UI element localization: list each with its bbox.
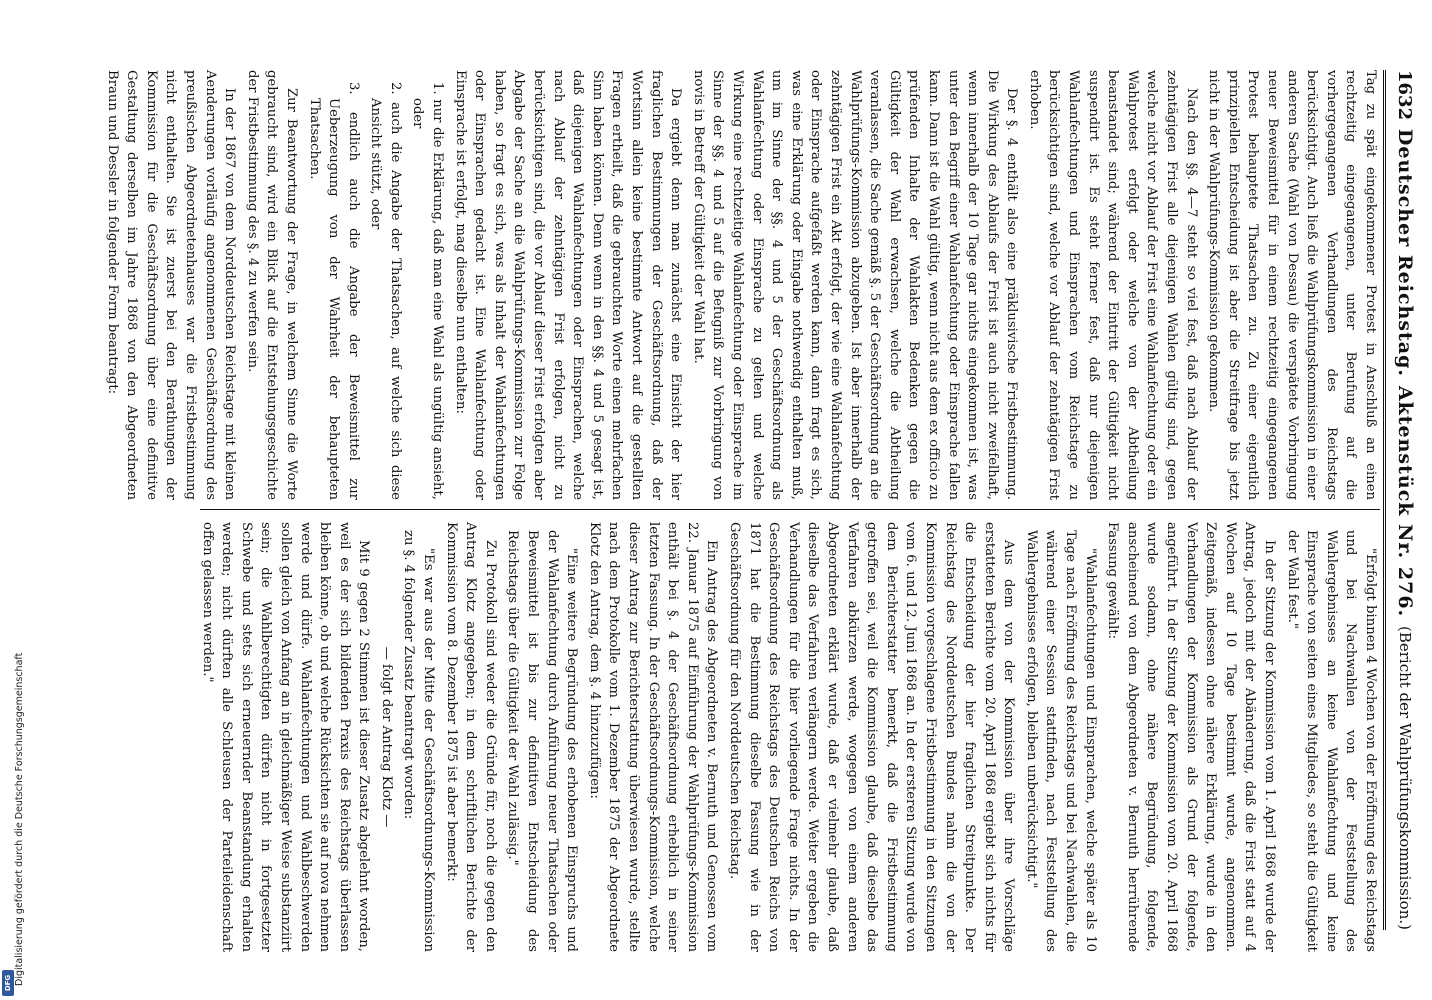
section-title: (Bericht der Wahlprüfungskommission.)	[1396, 625, 1414, 930]
dfg-logo-icon	[2, 970, 14, 996]
paragraph: Zu Protokoll sind weder die Gründe für, noch die gegen den Antrag Klotz angegeben; in dem schriftlichen Berichte der Kommission vom 8. Dezember 1875 ist aber bemerkt:	[443, 522, 498, 952]
column-divider	[200, 509, 1380, 510]
paragraph: Aus dem von der Kommission über ihre Vorschläge erstatteten Berichte vom 20. April 1868 ergiebt sich nichts für die Entscheidung der hier fraglichen Streitpunkte. Der Reichstag des Norddeutschen Bundes nahm die von der Kommission vorgeschlagene Fristbestimmung in den Sitzungen vom 6. und 12. Juni 1868 an. In der ersteren Sitzung wurde von dem Berichterstatter bemerkt, daß die Fristbestimmung getroffen sei, weil die Kommission glaube, daß dieselbe das Verfahren abkürzen werde, wogegen von einem anderen Abgeordneten erklärt wurde, daß er vielmehr glaube, daß dieselbe das Verfahren verlängern werde. Weiter ergeben die Verhandlungen für die hier vorliegende Frage nichts. In der Geschäftsordnung des Reichstags des Deutschen Reichs von 1871 hat die Bestimmung dieselbe Fassung wie in der Geschäftsordnung für den Norddeutschen Reichstag.	[727, 522, 1017, 952]
list-item: 3. endlich auch die Angabe der Beweismittel zur Ueberzeugung von der Wahrheit der behaupteten Thatsachen.	[306, 82, 361, 500]
paragraph: Der §. 4 enthält also eine präklusivische Fristbestimmung. Die Wirkung des Ablaufs der Frist ist auch nicht zweifelhaft, wenn innerhalb der 10 Tage gar nichts eingekommen ist, was unter den Begriff einer Wahlanfechtung oder Einsprache fallen kann. Dann ist die Wahl gültig, wenn nicht aus dem ex officio zu prüfenden Inhalte der Wahlakten Bedenken gegen die Gültigkeit der Wahl erwachsen, welche die Abtheilung veranlassen, die Sache gemäß §. 5 der Geschäftsordnung an die Wahlprüfungs-Kommission abzugeben. Ist aber innerhalb der zehntägigen Frist ein Akt erfolgt, der wie eine Wahlanfechtung oder Einsprache aufgefaßt werden kann, dann fragt es sich, was eine Erklärung oder Eingabe nothwendig enthalten muß, um im Sinne der §§. 4 und 5 der Geschäftsordnung als Wahlanfechtung oder Einsprache zu gelten und welche Wirkung eine rechtzeitige Wahlanfechtung oder Einsprache im Sinne der §§. 4 und 5 auf die Befugniß zur Vorbringung von novis in Betreff der Gültigkeit der Wahl hat.	[690, 70, 1020, 500]
publication-title: Deutscher Reichstag.	[1394, 128, 1416, 378]
paragraph: Tag zu spät eingekommener Protest in Anschluß an einen rechtzeitig eingegangenen, unter Berufung auf die vorhergegangenen Verhandlungen des Reichstags berücksichtigt. Auch ließ die Wahlprüfungskommission in einer anderen Sache (Wahl von Dessau) die verspätete Vorbringung neuer Beweismittel für in einem rechtzeitig eingegangenen Protest behauptete Thatsachen zu. Zu einer eigentlich prinzipiellen Entscheidung ist aber die Streitfrage bis jetzt nicht in der Wahlprüfungs-Kommission gekommen.	[1206, 70, 1378, 500]
dfg-logo-text: DFG	[4, 974, 12, 992]
text-columns	[104, 70, 1380, 952]
paragraph: Ein Antrag des Abgeordneten v. Bernuth und Genossen vom 22. Januar 1875 auf Einführung der Wahlprüfungs-Kommission enthält bei §. 4 der Geschäftsordnung erheblich in seiner letzten Fassung. In der Geschäftsordnungs-Kommission, welche dieser Antrag zur Berichterstattung überwiesen wurde, stellte nach dem Protokolle vom 1. Dezember 1875 der Abgeordnete Klotz den Antrag, dem §. 4 hinzuzufügen:	[586, 522, 720, 952]
quotation: "Wahlanfechtungen und Einsprachen, welche später als 10 Tage nach Eröffnung des Reichstags und bei Nachwahlen, die während einer Session stattfinden, nach Feststellung des Wahlergebnisses erfolgen, bleiben unberücksichtigt."	[1023, 530, 1098, 952]
quotation: "Erfolgt binnen 4 Wochen von der Eröffnung des Reichstags und bei Nachwahlen von der Feststellung des Wahlergebnisses an keine Wahlanfechtung und keine Einsprache von seiten eines Mitgliedes, so steht die Gültigkeit der Wahl fest."	[1284, 530, 1378, 952]
paragraph: Mit 9 gegen 2 Stimmen ist dieser Zusatz abgelehnt worden, weil es der sich bildenden Praxis des Reichstags überlassen bleiben könne, ob und welche Rücksichten sie auf nova nehmen werde und dürfe. Wahlanfechtungen und Wahlbeschwerden sollen gleich von Anfang an in gleichmäßiger Weise substanziirt sein; die Wahlberechtigten dürfen nicht in fortgesetzter Schwebe und stets sich erneuernder Beanstandung erhalten werden; nicht dürften alle Schleusen der Parteileidenschaft offen gelassen werden."	[199, 522, 372, 952]
numbered-list	[304, 70, 447, 500]
rotated-page-content	[102, 0, 1432, 1000]
document-number: Aktenstück Nr. 276.	[1394, 385, 1416, 618]
paragraph: Nach den §§. 4—7 steht so viel fest, daß nach Ablauf der zehntägigen Frist alle diejenigen Wahlen gültig sind, gegen welche nicht vor Ablauf der Frist eine Wahlanfechtung oder ein Wahlprotest erfolgt oder welche von der Abtheilung beanstandet sind; während der Eintritt der Gültigkeit nicht suspendirt ist. Es steht ferner fest, daß nur diejenigen Wahlanfechtungen und Einsprachen vom Reichstage zu berücksichtigen sind, welche vor Ablauf der zehntägigen Frist erhoben.	[1026, 70, 1199, 500]
digitization-credit	[0, 606, 25, 1000]
quotation: "Eine weitere Begründung des erhobenen Einspruchs und der Wahlanfechtung durch Anführung neuer Thatsachen oder Beweismittel ist bis zur definitiven Entscheidung des Reichstags über die Gültigkeit der Wahl zulässig."	[505, 530, 580, 952]
paragraph: Zur Beantwortung der Frage, in welchem Sinne die Worte gebraucht sind, wird ein Blick auf die Entstehungsgeschichte der Fristbestimmung des §. 4 zu werfen sein.	[244, 70, 299, 500]
paragraph: In der 1867 von dem Norddeutschen Reichstage mit kleinen Aenderungen vorläufig angenommenen Geschäftsordnung des preußischen Abgeordnetenhauses war die Fristbestimmung nicht enthalten. Sie ist zuerst bei den Berathungen der Kommission für die Geschäftsordnung über eine definitive Gestaltung derselben im Jahre 1868 von den Abgeordneten Braun und Dessler in folgender Form beantragt:	[104, 70, 238, 500]
right-column	[199, 522, 1380, 952]
page-number: 1632	[1394, 70, 1416, 121]
credit-text: Digitalisierung gefördert durch die Deutsche Forschungsgemeinschaft	[14, 652, 25, 986]
paragraph: Da ergiebt denn man zunächst eine Einsicht der hier fraglichen Bestimmungen der Geschäftsordnung, daß der Wortsinn allein keine bestimmte Antwort auf die gestellten Fragen ertheilt, daß die gebrauchten Worte einen mehrfachen Sinn haben können. Denn wenn in den §§. 4 und 5 gesagt ist, daß diejenigen Wahlanfechtungen oder Einsprachen, welche nach Ablauf der zehntägigen Frist erfolgen, nicht zu berücksichtigen sind, die vor Ablauf dieser Frist erfolgten aber Abgabe der Sache an die Wahlprüfungs-Kommission zur Folge haben, so fragt es sich, was als Inhalt der Wahlanfechtungen oder Einsprachen gedacht ist. Eine Wahlanfechtung oder Einsprache ist erfolgt, mag dieselbe nun enthalten:	[452, 70, 684, 500]
list-item: 2. auch die Angabe der Thatsachen, auf welche sich diese Ansicht stützt, oder	[368, 82, 403, 500]
page-header	[1383, 70, 1420, 930]
paragraph: In der Sitzung der Kommission vom 1. April 1868 wurde der Antrag, jedoch mit der Abänderung, daß die Frist statt auf 4 Wochen auf 10 Tage bestimmt wurde, angenommen. Zeitgemäß, indessen ohne nähere Erklärung, wurde in den Verhandlungen der Kommission als Grund der folgende, angeführt. In der Sitzung der Kommission vom 20. April 1868 wurde sodann, ohne nähere Begründung, folgende, anscheinend von dem Abgeordneten v. Bernuth herrührende Fassung gewählt:	[1105, 522, 1278, 952]
list-item: 1. nur die Erklärung, daß man eine Wahl als ungültig ansieht, oder	[410, 82, 446, 500]
centered-note: — folgt der Antrag Klotz —	[378, 646, 394, 828]
quotation: "Es war aus der Mitte der Geschäftsordnungs-Kommission zu §. 4 folgender Zusatz beantragt worden:	[401, 530, 437, 952]
left-column	[104, 70, 1380, 500]
